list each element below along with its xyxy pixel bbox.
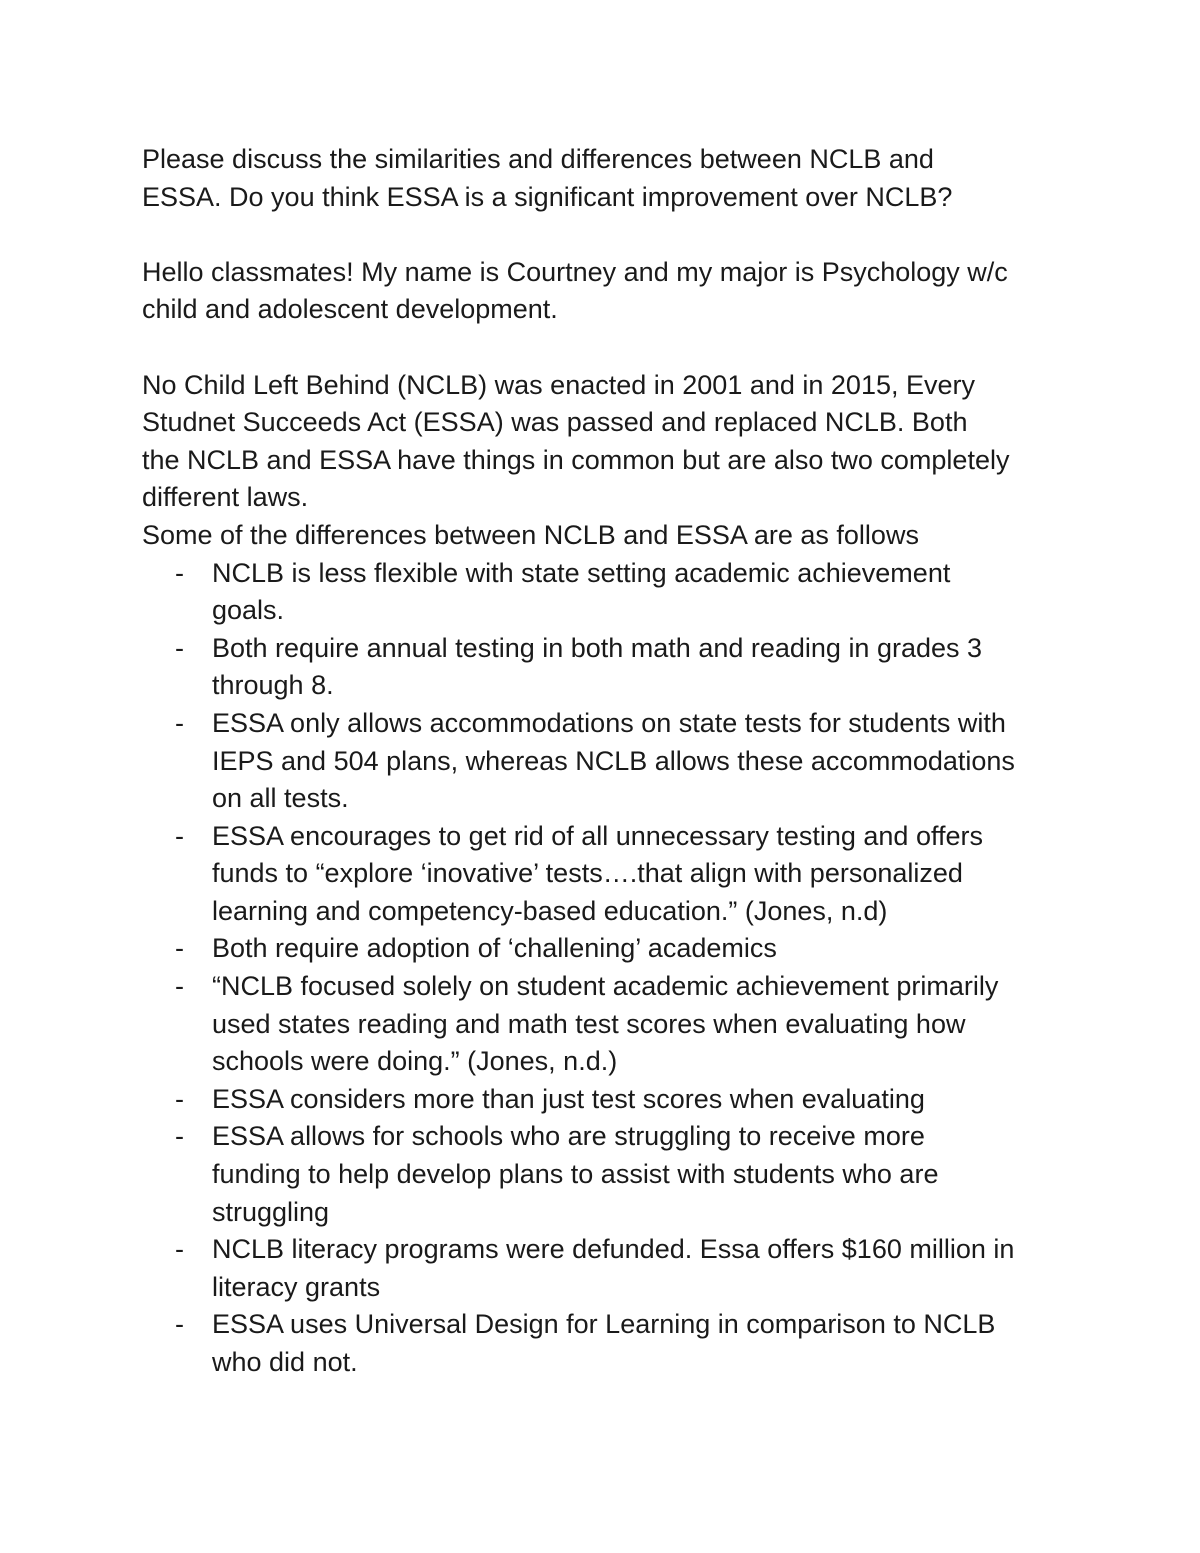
list-item-text: Both require annual testing in both math and reading in grades 3 through 8. <box>212 632 983 701</box>
dash-bullet: - <box>175 557 184 588</box>
list-item-text: ESSA only allows accommodations on state tests for students with IEPS and 504 plans, whereas NCLB allows these accommodations on all tests. <box>212 707 1015 814</box>
list-item-text: ESSA uses Universal Design for Learning in comparison to NCLB who did not. <box>212 1309 996 1377</box>
question-paragraph: Please discuss the similarities and differences between NCLB and ESSA. Do you think ESSA is a significant improvement over NCLB? <box>142 144 953 212</box>
dash-bullet: - <box>175 1121 184 1152</box>
dash-bullet: - <box>175 1234 184 1265</box>
dash-bullet: - <box>175 1083 184 1114</box>
list-item <box>142 818 1082 931</box>
list-item <box>142 705 1082 818</box>
list-item <box>142 630 1082 705</box>
differences-list <box>142 555 1082 1382</box>
intro-paragraph: Hello classmates! My name is Courtney and my major is Psychology w/c child and adolescent development. <box>142 256 1008 325</box>
list-item-text: ESSA encourages to get rid of all unnecessary testing and offers funds to “explore ‘inovative’ tests….that align with personalized learning and competency-based education.” (Jones, n.d) <box>212 820 983 926</box>
list-item-text: Both require adoption of ‘challening’ academics <box>212 933 777 964</box>
dash-bullet: - <box>175 820 184 851</box>
list-item <box>142 1306 1082 1381</box>
paragraph-spacer <box>142 329 1082 367</box>
list-item <box>142 1231 1082 1306</box>
dash-bullet: - <box>175 632 184 663</box>
dash-bullet: - <box>175 971 184 1002</box>
list-item <box>142 968 1082 1081</box>
document-body <box>142 141 1082 1382</box>
list-item-text: ESSA allows for schools who are struggling to receive more funding to help develop plans to assist with students who are struggling <box>212 1121 939 1227</box>
list-item-text: ESSA considers more than just test scores when evaluating <box>212 1083 925 1114</box>
list-item <box>142 930 1082 968</box>
dash-bullet: - <box>175 933 184 964</box>
dash-bullet: - <box>175 1309 184 1340</box>
dash-bullet: - <box>175 707 184 738</box>
list-item-text: NCLB is less flexible with state setting academic achievement goals. <box>212 557 951 626</box>
list-intro: Some of the differences between NCLB and ESSA are as follows <box>142 519 919 550</box>
list-item-text: “NCLB focused solely on student academic achievement primarily used states reading and math test scores when evaluating how schools were doing.” (Jones, n.d.) <box>212 971 999 1077</box>
paragraph-spacer <box>142 216 1082 254</box>
overview-paragraph: No Child Left Behind (NCLB) was enacted in 2001 and in 2015, Every Studnet Succeeds Act (ESSA) was passed and replaced NCLB. Both the NCLB and ESSA have things in common but are also two completely different laws. <box>142 369 1010 513</box>
list-item <box>142 1118 1082 1231</box>
list-item <box>142 555 1082 630</box>
list-item-text: NCLB literacy programs were defunded. Essa offers $160 million in literacy grants <box>212 1234 1015 1302</box>
list-item <box>142 1081 1082 1119</box>
